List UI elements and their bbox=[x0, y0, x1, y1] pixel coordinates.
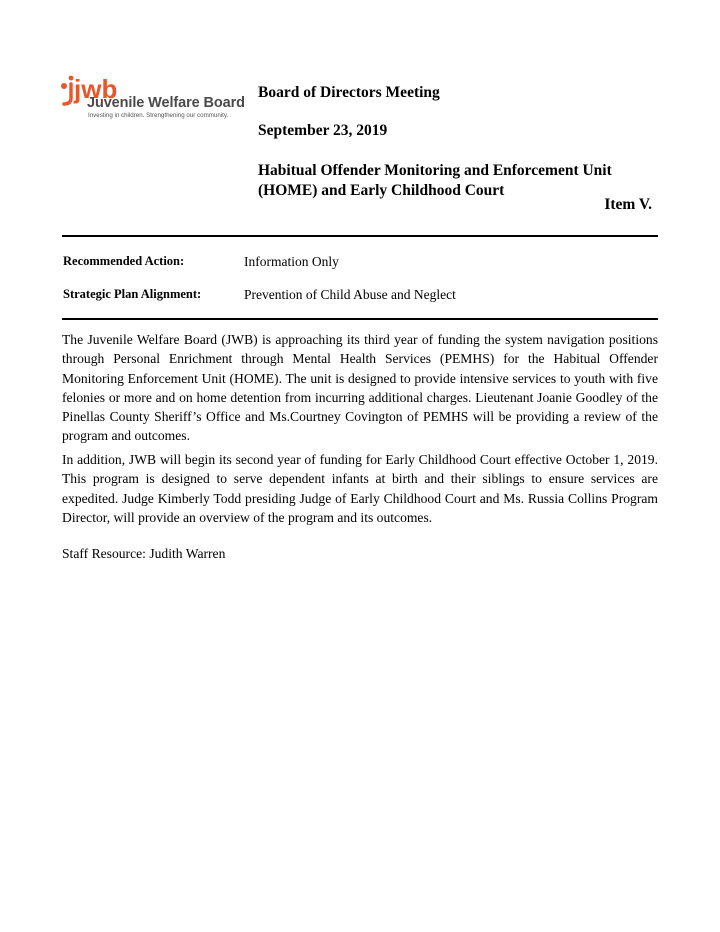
body-paragraph-early-childhood-court: In addition, JWB will begin its second year of funding for Early Childhood Court effective October 1, 2019. This program is designed to serve dependent infants at birth and their siblings to ensure services are expedited. Judge Kimberly Todd presiding Judge of Early Childhood Court and Ms. Russia Collins Program Director, will provide an overview of the program and its outcomes. bbox=[62, 452, 658, 525]
agenda-item-title bbox=[258, 161, 612, 201]
logo-name: Juvenile Welfare Board bbox=[87, 95, 245, 111]
divider-bottom bbox=[62, 318, 658, 320]
agenda-item-title-line2: (HOME) and Early Childhood Court bbox=[258, 182, 505, 199]
agenda-item-number: Item V. bbox=[604, 196, 652, 213]
recommended-action-label: Recommended Action: bbox=[63, 254, 185, 268]
divider-top bbox=[62, 235, 658, 237]
body-paragraph-home: The Juvenile Welfare Board (JWB) is approaching its third year of funding the system navigation positions through Personal Enrichment through Mental Health Services (PEMHS) for the Habitual Offender Monitoring Enforcement Unit (HOME). The unit is designed to provide intensive services to youth with five felonies or more and on home detention from incurring additional charges. Lieutenant Joanie Goodley of the Pinellas County Sheriff’s Office and Ms.Courtney Covington of PEMHS will be providing a review of the program and outcomes. bbox=[62, 332, 658, 444]
strategic-plan-label: Strategic Plan Alignment: bbox=[63, 287, 202, 301]
logo-tagline: Investing in children. Strengthening our community. bbox=[88, 112, 229, 119]
agenda-item-title-line1: Habitual Offender Monitoring and Enforcement Unit bbox=[258, 162, 612, 179]
staff-resource: Staff Resource: Judith Warren bbox=[62, 546, 226, 561]
strategic-plan-value: Prevention of Child Abuse and Neglect bbox=[244, 287, 456, 302]
jwb-logo bbox=[57, 72, 257, 132]
meeting-title: Board of Directors Meeting bbox=[258, 84, 440, 101]
meeting-date: September 23, 2019 bbox=[258, 122, 388, 139]
logo-wordmark: jwb bbox=[74, 74, 118, 104]
recommended-action-value: Information Only bbox=[244, 254, 339, 269]
